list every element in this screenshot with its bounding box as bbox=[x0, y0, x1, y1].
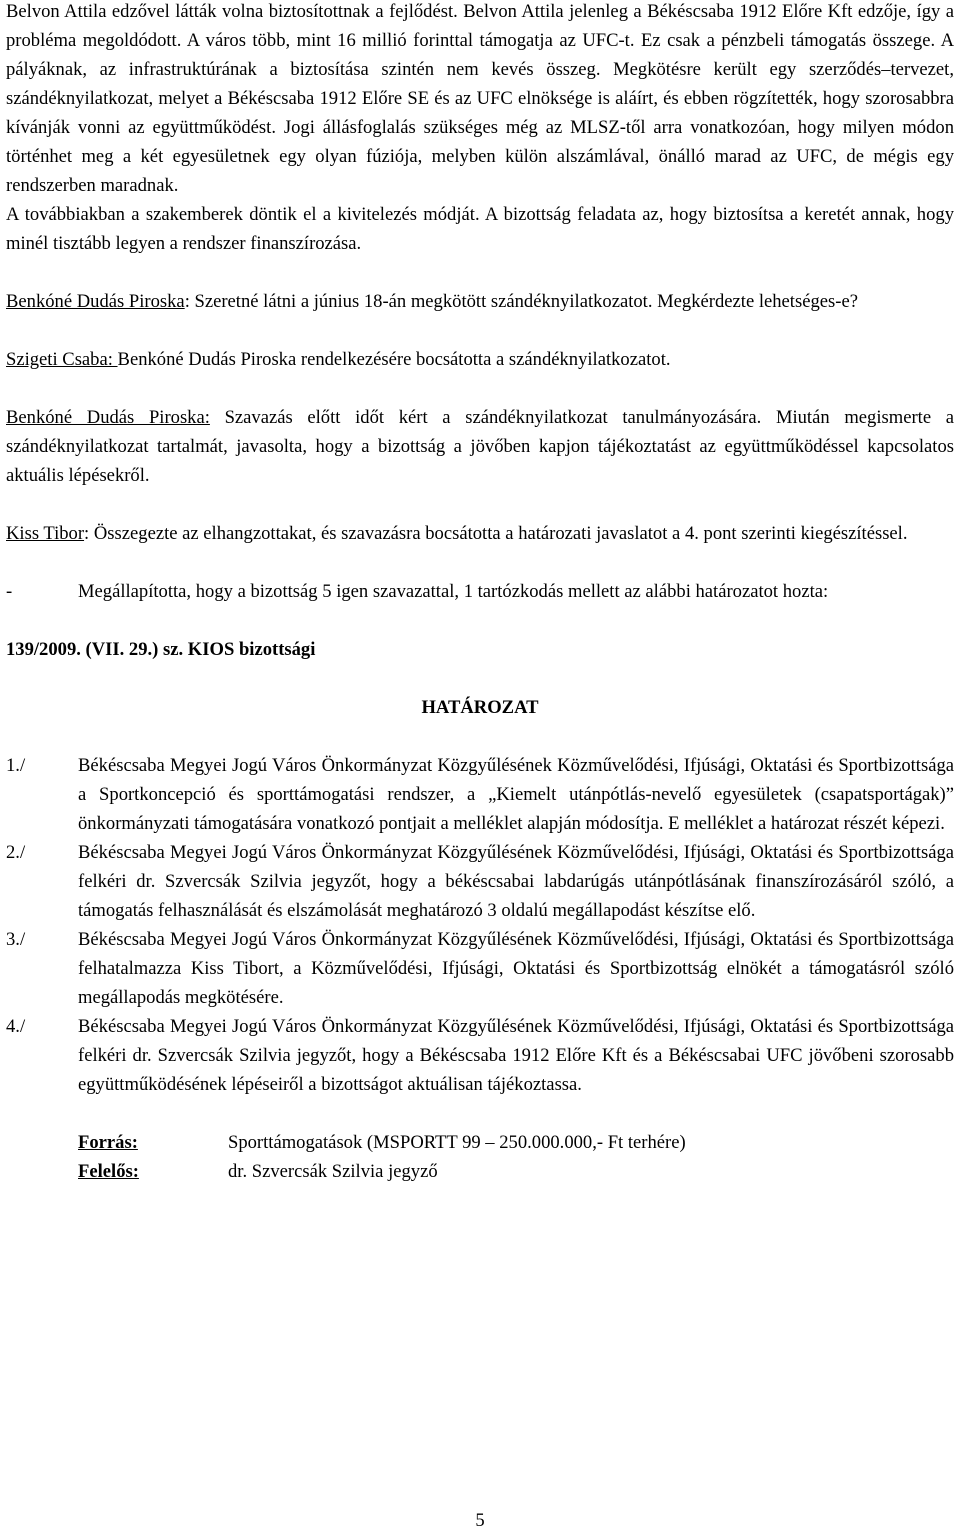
speaker-name: Benkóné Dudás Piroska bbox=[6, 291, 185, 312]
paragraph-benkone-request bbox=[6, 287, 954, 316]
resolution-item bbox=[6, 838, 954, 925]
resolution-item bbox=[6, 1012, 954, 1099]
speaker-text: : Összegezte az elhangzottakat, és szavazásra bocsátotta a határozati javaslatot a 4. pont szerinti kiegészítéssel. bbox=[84, 523, 908, 544]
resolution-number: 139/2009. (VII. 29.) sz. KIOS bizottsági bbox=[6, 639, 316, 660]
speaker-name: Benkóné Dudás Piroska: bbox=[6, 407, 210, 428]
resolution-item bbox=[6, 925, 954, 1012]
paragraph-szigeti bbox=[6, 345, 954, 374]
item-number: 1./ bbox=[6, 755, 26, 776]
resolution-item bbox=[6, 751, 954, 838]
speaker-text: Szavazás előtt időt kért a szándéknyilatkozat tanulmányozására. Miután megismerte a szándéknyilatkozat tartalmát, javasolta, hogy a bizottság a jövőben kapjon tájékoztatást az együttműködéssel kapcsolatos aktuális lépésekről. bbox=[6, 407, 954, 486]
speaker-text: : Szeretné látni a június 18-án megkötött szándéknyilatkozatot. Megkérdezte lehetséges-e? bbox=[184, 291, 858, 312]
item-text: Békéscsaba Megyei Jogú Város Önkormányzat Közgyűlésének Közművelődési, Ifjúsági, Oktatási és Sportbizottsága felhatalmazza Kiss Tibort, a Közművelődési, Ifjúsági, Oktatási és Sportbizottság elnökét a támogatásról szóló megállapodás megkötésére. bbox=[78, 929, 954, 1008]
item-number: 4./ bbox=[6, 1016, 26, 1037]
responsible-value: dr. Szvercsák Szilvia jegyző bbox=[228, 1161, 438, 1182]
responsible-row bbox=[78, 1157, 954, 1186]
resolution-heading: HATÁROZAT bbox=[421, 697, 539, 718]
speaker-text: Benkóné Dudás Piroska rendelkezésére bocsátotta a szándéknyilatkozatot. bbox=[117, 349, 671, 370]
dash-bullet: - bbox=[6, 581, 13, 602]
paragraph-kiss bbox=[6, 519, 954, 548]
item-text: Békéscsaba Megyei Jogú Város Önkormányzat Közgyűlésének Közművelődési, Ifjúsági, Oktatási és Sportbizottsága felkéri dr. Szvercsák Szilvia jegyzőt, hogy a Békéscsaba 1912 Előre Kft és a Békéscsabai UFC jövőbeni szorosabb együttműködésének lépéseiről a bizottságot aktuálisan tájékoztassa. bbox=[78, 1016, 954, 1095]
document-page bbox=[6, 0, 954, 1186]
source-label: Forrás: bbox=[78, 1132, 138, 1153]
speaker-name: Kiss Tibor bbox=[6, 523, 85, 544]
item-number: 3./ bbox=[6, 929, 26, 950]
paragraph-next-steps: A továbbiakban a szakemberek döntik el a kivitelezés módját. A bizottság feladata az, hogy biztosítsa a keretét annak, hogy minél tisztább legyen a rendszer finanszírozása. bbox=[6, 204, 954, 254]
responsible-label: Felelős: bbox=[78, 1161, 139, 1182]
source-row bbox=[78, 1128, 954, 1157]
page-number: 5 bbox=[475, 1510, 485, 1531]
item-text: Békéscsaba Megyei Jogú Város Önkormányzat Közgyűlésének Közművelődési, Ifjúsági, Oktatási és Sportbizottsága a Sportkoncepció és sporttámogatási rendszer, a „Kiemelt utánpótlás-nevelő egyesületek (csapatsportágak)” önkormányzati támogatására vonatkozó pontjait a melléklet alapján módosítja. E melléklet a határozat részét képezi. bbox=[78, 755, 954, 834]
speaker-name: Szigeti Csaba: bbox=[6, 349, 118, 370]
vote-result bbox=[6, 577, 954, 606]
item-number: 2./ bbox=[6, 842, 26, 863]
paragraph-benkone-vote bbox=[6, 403, 954, 490]
vote-text: Megállapította, hogy a bizottság 5 igen szavazattal, 1 tartózkodás mellett az alábbi határozatot hozta: bbox=[78, 581, 829, 602]
item-text: Békéscsaba Megyei Jogú Város Önkormányzat Közgyűlésének Közművelődési, Ifjúsági, Oktatási és Sportbizottsága felkéri dr. Szvercsák Szilvia jegyzőt, hogy a békéscsabai labdarúgás utánpótlásának finanszírozásáról szóló, a támogatás felhasználását és elszámolását meghatározó 3 oldalú megállapodást készítse elő. bbox=[78, 842, 954, 921]
paragraph-funding: Belvon Attila edzővel látták volna biztosítottnak a fejlődést. Belvon Attila jelenleg a Békéscsaba 1912 Előre Kft edzője, így a probléma megoldódott. A város több, mint 16 millió forinttal támogatja az UFC-t. Ez csak a pénzbeli támogatás összege. A pályáknak, az infrastruktúrának a biztosítása szintén nem kevés összeg. Megkötésre került egy szerződés–tervezet, szándéknyilatkozat, melyet a Békéscsaba 1912 Előre SE és az UFC elnöksége is aláírt, és ebben rögzítették, hogy szorosabbra kívánják vonni az együttműködést. Jogi állásfoglalás szükséges még az MLSZ-től arra vonatkozóan, hogy milyen módon történhet meg a két egyesületnek egy olyan fúziója, melyben külön alszámlával, önálló marad az UFC, de mégis egy rendszerben maradnak. bbox=[6, 1, 954, 196]
source-value: Sporttámogatások (MSPORTT 99 – 250.000.000,- Ft terhére) bbox=[228, 1132, 686, 1153]
